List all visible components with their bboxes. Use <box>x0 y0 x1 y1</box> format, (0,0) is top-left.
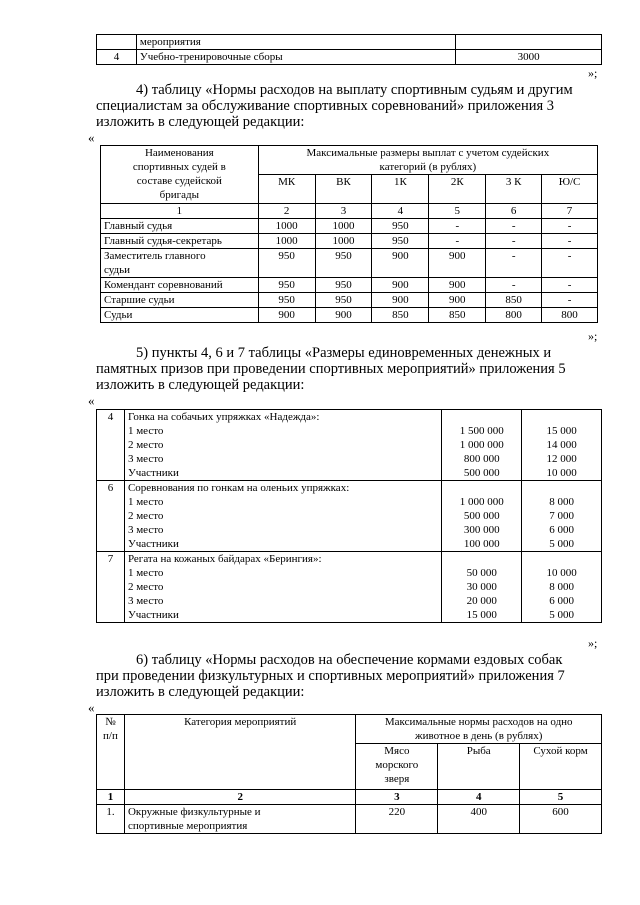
opening-quote: « <box>88 700 95 715</box>
paragraph-6 <box>96 652 602 700</box>
closing-quote: »; <box>588 329 598 343</box>
table-row: Старшие судьи 950 950 900 900 850 - <box>101 293 598 308</box>
paragraph-line: 6) таблицу «Нормы расходов на обеспечение кормами ездовых собак <box>136 652 563 668</box>
paragraph-4 <box>96 82 602 130</box>
category-header: Ю/С <box>542 175 598 204</box>
judge-name: Старшие судьи <box>101 293 259 308</box>
opening-quote: « <box>88 130 95 145</box>
category-header: 2К <box>429 175 486 204</box>
row-number: 4 <box>97 50 137 65</box>
judge-name: Главный судья-секретарь <box>101 234 259 249</box>
paragraph-5 <box>96 345 602 393</box>
header-category: Категория мероприятий <box>124 715 355 790</box>
amount: 3000 <box>456 50 602 65</box>
category-header: 3 К <box>486 175 542 204</box>
event-cell: Регата на кожаных байдарах «Берингия»: 1 место 2 место 3 место Участники <box>124 552 441 623</box>
paragraph-line: памятных призов при проведении спортивных мероприятий» приложения 5 <box>96 361 566 377</box>
money-prizes: 1 000 000 500 000 300 000 100 000 <box>442 481 522 552</box>
header-fish: Рыба <box>438 744 520 790</box>
table-row <box>97 410 602 481</box>
opening-quote: « <box>88 393 95 408</box>
memorial-prizes: 10 000 8 000 6 000 5 000 <box>522 552 602 623</box>
memorial-prizes: 15 000 14 000 12 000 10 000 <box>522 410 602 481</box>
paragraph-line: при проведении физкультурных и спортивных мероприятий» приложения 7 <box>96 668 565 684</box>
event-title: Гонка на собачьих упряжках «Надежда»: <box>127 411 320 423</box>
event-cell: Соревнования по гонкам на оленьих упряжках: 1 место 2 место 3 место Участники <box>124 481 441 552</box>
table-row: Судьи 900 900 850 850 800 800 <box>101 308 598 323</box>
table-row: Заместитель главного судьи 950 950 900 900 - - <box>101 249 598 278</box>
closing-quote: »; <box>588 66 598 80</box>
feed-table <box>96 714 602 834</box>
table-row: 1. Окружные физкультурные и спортивные мероприятия 220 400 600 <box>97 805 602 834</box>
paragraph-line: изложить в следующей редакции: <box>96 684 305 700</box>
category-header: МК <box>258 175 315 204</box>
table-row <box>97 50 602 65</box>
row-number <box>97 35 137 50</box>
paragraph-line: специалистам за обслуживание спортивных соревнований» приложения 3 <box>96 98 555 114</box>
memorial-prizes: 8 000 7 000 6 000 5 000 <box>522 481 602 552</box>
header-max-norms: Максимальные нормы расходов на одно животное в день (в рублях) <box>356 715 602 744</box>
judge-name: Заместитель главного судьи <box>101 249 259 278</box>
row-number: 7 <box>97 552 125 623</box>
table-row <box>97 552 602 623</box>
category-header: ВК <box>315 175 372 204</box>
event-title: Соревнования по гонкам на оленьих упряжках: <box>127 482 350 494</box>
table-row <box>97 35 602 50</box>
header-number: № п/п <box>97 715 125 790</box>
header-max-payments: Максимальные размеры выплат с учетом судейских категорий (в рублях) <box>258 146 597 175</box>
money-prizes: 1 500 000 1 000 000 800 000 500 000 <box>442 410 522 481</box>
table-row: Комендант соревнований 950 950 900 900 - - <box>101 278 598 293</box>
paragraph-line: изложить в следующей редакции: <box>96 377 305 393</box>
table-row: Главный судья 1000 1000 950 - - - <box>101 219 598 234</box>
paragraph-line: 5) пункты 4, 6 и 7 таблицы «Размеры единовременных денежных и <box>136 345 552 361</box>
event-name: Учебно-тренировочные сборы <box>136 50 455 65</box>
event-title: Регата на кожаных байдарах «Берингия»: <box>127 553 322 565</box>
table-row: Главный судья-секретарь 1000 1000 950 - - - <box>101 234 598 249</box>
paragraph-line: 4) таблицу «Нормы расходов на выплату спортивным судьям и другим <box>136 82 573 98</box>
header-meat: Мясо морского зверя <box>356 744 438 790</box>
top-table <box>96 34 602 65</box>
header-judge-names: Наименования спортивных судей в составе судейской бригады <box>101 146 259 204</box>
row-number: 4 <box>97 410 125 481</box>
header-dry-food: Сухой корм <box>520 744 602 790</box>
amount <box>456 35 602 50</box>
prizes-table <box>96 409 602 623</box>
row-number: 1. <box>97 805 125 834</box>
table-row <box>97 481 602 552</box>
judge-name: Комендант соревнований <box>101 278 259 293</box>
judge-name: Судьи <box>101 308 259 323</box>
paragraph-line: изложить в следующей редакции: <box>96 114 305 130</box>
event-category: Окружные физкультурные и спортивные мероприятия <box>124 805 355 834</box>
row-number: 6 <box>97 481 125 552</box>
category-header: 1К <box>372 175 429 204</box>
column-number-row: 1 2 3 4 5 <box>97 790 602 805</box>
column-number-row: 1 2 3 4 5 6 7 <box>101 204 598 219</box>
judge-name: Главный судья <box>101 219 259 234</box>
event-name: мероприятия <box>136 35 455 50</box>
closing-quote: »; <box>588 636 598 650</box>
judges-table <box>100 145 598 323</box>
event-cell: Гонка на собачьих упряжках «Надежда»: 1 место 2 место 3 место Участники <box>124 410 441 481</box>
money-prizes: 50 000 30 000 20 000 15 000 <box>442 552 522 623</box>
